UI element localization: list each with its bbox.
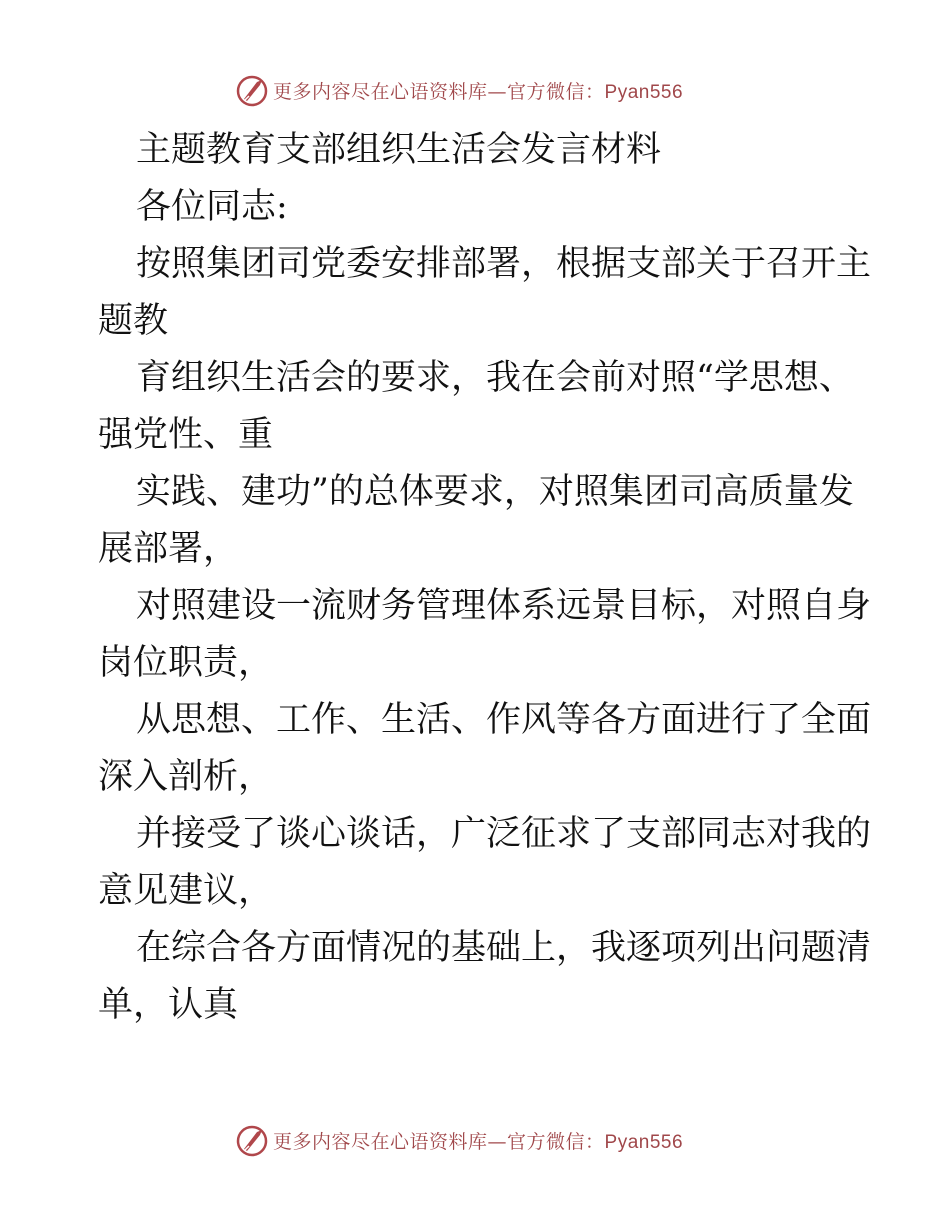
quill-pen-logo-icon xyxy=(235,73,269,107)
paragraph-line-wrap: 深入剖析， xyxy=(98,757,274,797)
watermark-banner-top xyxy=(235,72,715,108)
paragraph-line: 对照建设一流财务管理体系远景目标，对照自身 xyxy=(136,586,872,626)
watermark-prefix: 更多内容尽在心语资料库— xyxy=(273,1130,508,1153)
watermark-text xyxy=(273,1127,683,1154)
watermark-banner-bottom xyxy=(235,1122,715,1158)
paragraph-line-wrap: 岗位职责， xyxy=(98,643,274,683)
watermark-wechat-label: 官方微信： xyxy=(507,1130,605,1153)
watermark-prefix: 更多内容尽在心语资料库— xyxy=(273,80,508,103)
paragraph-line: 实践、建功”的总体要求，对照集团司高质量发 xyxy=(136,472,854,512)
paragraph-line-wrap: 单，认真 xyxy=(98,985,239,1025)
quill-pen-logo-icon xyxy=(235,1123,269,1157)
paragraph-line: 从思想、工作、生活、作风等各方面进行了全面 xyxy=(136,700,872,740)
document-body xyxy=(98,122,872,1034)
watermark-wechat-label: 官方微信： xyxy=(507,80,605,103)
document-title: 主题教育支部组织生活会发言材料 xyxy=(136,130,662,170)
paragraph-line-wrap: 展部署， xyxy=(98,529,239,569)
salutation: 各位同志: xyxy=(136,187,288,227)
paragraph-line-wrap: 题教 xyxy=(98,301,169,341)
paragraph-line: 育组织生活会的要求，我在会前对照“学思想、 xyxy=(136,358,854,398)
paragraph-line-wrap: 意见建议， xyxy=(98,871,274,911)
paragraph-line-wrap: 强党性、重 xyxy=(98,415,274,455)
paragraph-line: 在综合各方面情况的基础上，我逐项列出问题清 xyxy=(136,928,872,968)
watermark-text xyxy=(273,77,683,104)
paragraph-line: 并接受了谈心谈话，广泛征求了支部同志对我的 xyxy=(136,814,872,854)
watermark-wechat-id: Pyan556 xyxy=(604,1131,684,1153)
paragraph-line: 按照集团司党委安排部署，根据支部关于召开主 xyxy=(136,244,872,284)
watermark-wechat-id: Pyan556 xyxy=(604,81,684,103)
